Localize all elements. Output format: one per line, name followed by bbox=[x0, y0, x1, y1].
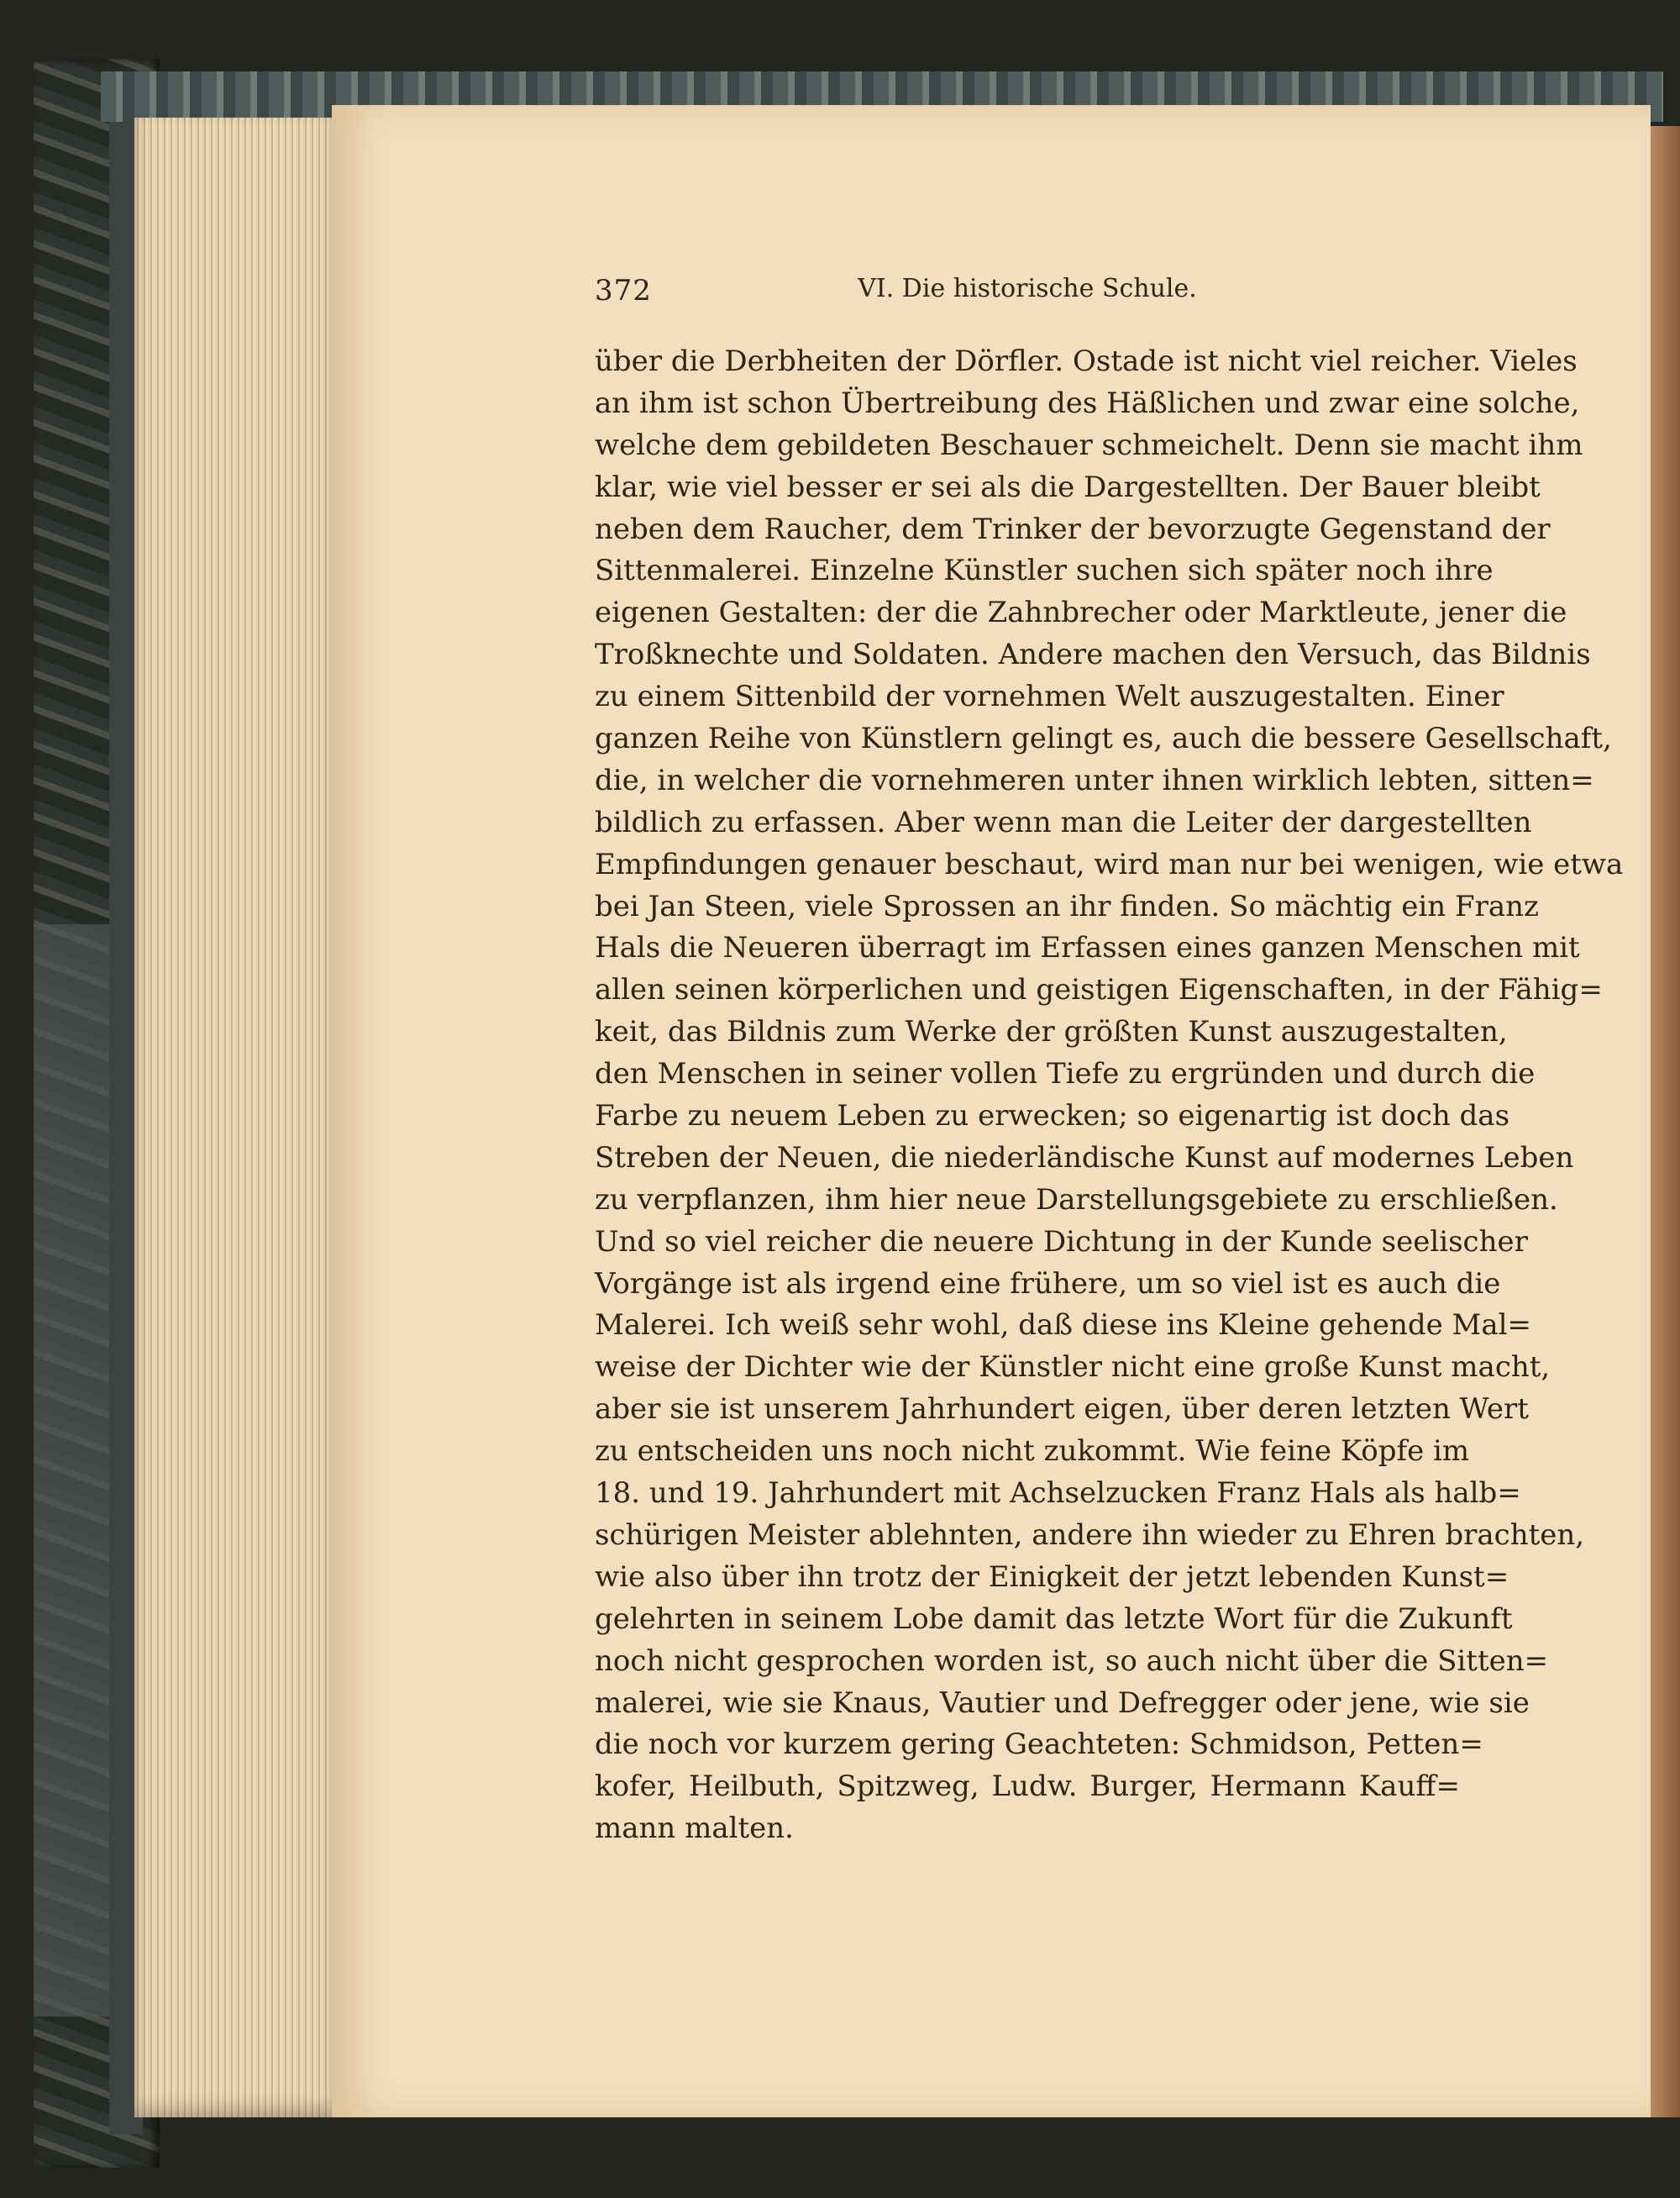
text-line: Vorgänge ist als irgend eine frühere, um so viel ist es auch die bbox=[595, 1266, 1501, 1301]
text-line: zu verpflanzen, ihm hier neue Darstellungsgebiete zu erschließen. bbox=[595, 1182, 1558, 1217]
text-line: bei Jan Steen, viele Sprossen an ihr finden. So mächtig ein Franz bbox=[595, 889, 1539, 923]
text-line: Farbe zu neuem Leben zu erwecken; so eigenartig ist doch das bbox=[595, 1099, 1510, 1133]
page-edges bbox=[134, 118, 336, 2117]
text-line: 18. und 19. Jahrhundert mit Achselzucken Franz Hals als halb= bbox=[595, 1476, 1521, 1511]
text-line: Hals die Neueren überragt im Erfassen eines ganzen Menschen mit bbox=[595, 931, 1580, 965]
text-line: wie also über ihn trotz der Einigkeit der jetzt lebenden Kunst= bbox=[595, 1559, 1509, 1594]
text-line: welche dem gebildeten Beschauer schmeichelt. Denn sie macht ihm bbox=[595, 428, 1583, 462]
page-number: 372 bbox=[595, 274, 652, 308]
text-line: allen seinen körperlichen und geistigen Eigenschaften, in der Fähig= bbox=[595, 973, 1603, 1007]
text-line: weise der Dichter wie der Künstler nicht eine große Kunst macht, bbox=[595, 1350, 1551, 1385]
text-line: eigenen Gestalten: der die Zahnbrecher oder Marktleute, jener die bbox=[595, 596, 1567, 630]
text-line: bildlich zu erfassen. Aber wenn man die Leiter der dargestellten bbox=[595, 805, 1532, 839]
text-line: noch nicht gesprochen worden ist, so auch nicht über die Sitten= bbox=[595, 1643, 1549, 1678]
text-line: Streben der Neuen, die niederländische Kunst auf modernes Leben bbox=[595, 1140, 1574, 1175]
text-line: die, in welcher die vornehmeren unter ihnen wirklich lebten, sitten= bbox=[595, 763, 1594, 797]
text-line: den Menschen in seiner vollen Tiefe zu ergründen und durch die bbox=[595, 1057, 1536, 1091]
text-line: Und so viel reicher die neuere Dichtung in der Kunde seelischer bbox=[595, 1224, 1528, 1259]
text-line: kofer, Heilbuth, Spitzweg, Ludw. Burger, Hermann Kauff= bbox=[595, 1769, 1460, 1804]
body-text bbox=[595, 341, 1624, 1850]
text-line: Sittenmalerei. Einzelne Künstler suchen sich später noch ihre bbox=[595, 554, 1494, 588]
text-line: an ihm ist schon Übertreibung des Häßlichen und zwar eine solche, bbox=[595, 386, 1580, 420]
text-line: die noch vor kurzem gering Geachteten: Schmidson, Petten= bbox=[595, 1727, 1483, 1762]
text-line: zu einem Sittenbild der vornehmen Welt auszugestalten. Einer bbox=[595, 680, 1504, 714]
text-line: malerei, wie sie Knaus, Vautier und Defregger oder jene, wie sie bbox=[595, 1685, 1530, 1720]
text-line: Troßknechte und Soldaten. Andere machen den Versuch, das Bildnis bbox=[595, 638, 1591, 672]
text-line: keit, das Bildnis zum Werke der größten Kunst auszugestalten, bbox=[595, 1015, 1508, 1049]
text-line: neben dem Raucher, dem Trinker der bevorzugte Gegenstand der bbox=[595, 512, 1551, 546]
text-line: zu entscheiden uns noch nicht zukommt. Wie feine Köpfe im bbox=[595, 1434, 1470, 1469]
section-title: VI. Die historische Schule. bbox=[858, 274, 1197, 303]
text-line: Empfindungen genauer beschaut, wird man nur bei wenigen, wie etwa bbox=[595, 847, 1624, 881]
running-head bbox=[595, 274, 1460, 316]
text-line: mann malten. bbox=[595, 1812, 794, 1846]
text-line: klar, wie viel besser er sei als die Dargestellten. Der Bauer bleibt bbox=[595, 470, 1541, 504]
text-line: über die Derbheiten der Dörfler. Ostade ist nicht viel reicher. Vieles bbox=[595, 344, 1578, 378]
text-line: Malerei. Ich weiß sehr wohl, daß diese ins Kleine gehende Mal= bbox=[595, 1308, 1531, 1343]
text-line: schürigen Meister ablehnten, andere ihn wieder zu Ehren brachten, bbox=[595, 1517, 1585, 1552]
text-line: ganzen Reihe von Künstlern gelingt es, auch die bessere Gesellschaft, bbox=[595, 722, 1612, 756]
text-line: gelehrten in seinem Lobe damit das letzte Wort für die Zukunft bbox=[595, 1601, 1513, 1636]
text-line: aber sie ist unserem Jahrhundert eigen, über deren letzten Wert bbox=[595, 1392, 1529, 1427]
